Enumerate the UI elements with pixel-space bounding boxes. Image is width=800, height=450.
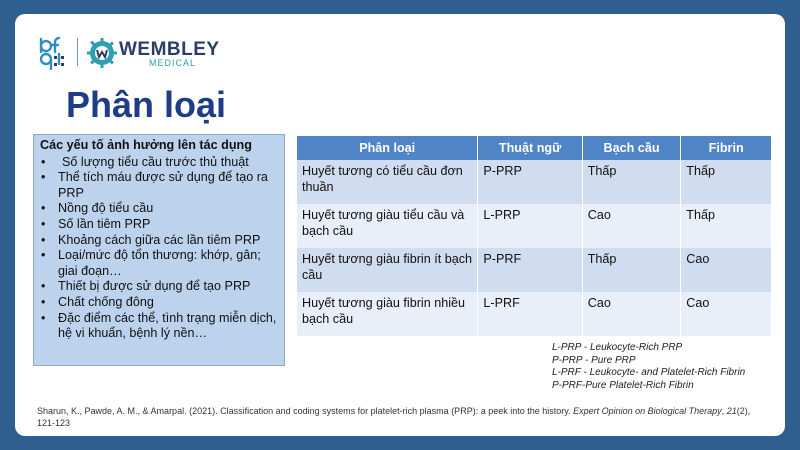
cell-classification: Huyết tương giàu tiểu cầu và bạch cầu [297, 204, 478, 248]
table-row [297, 160, 772, 204]
cell-leukocyte: Thấp [582, 160, 681, 204]
factor-item: • Nồng độ tiểu cầu [40, 201, 278, 217]
cell-leukocyte: Thấp [582, 248, 681, 292]
reference-issue: (2), 121-123 [37, 406, 751, 428]
cell-fibrin: Cao [681, 248, 772, 292]
gear-logo-icon [87, 38, 117, 68]
reference-journal: Expert Opinion on Biological Therapy [573, 406, 722, 416]
factor-item: • Loại/mức độ tổn thương: khớp, gân; giai đoạn… [40, 248, 278, 279]
header-leukocyte: Bạch cầu [582, 136, 681, 160]
wembley-sub: MEDICAL [149, 58, 197, 68]
abbreviation-legend [552, 342, 745, 392]
table-row [297, 204, 772, 248]
table-row [297, 248, 772, 292]
classification-table [297, 136, 772, 336]
factors-box [33, 134, 285, 366]
cell-classification: Huyết tương giàu fibrin nhiều bạch cầu [297, 292, 478, 336]
legend-item: L-PRF - Leukocyte- and Platelet-Rich Fibrin [552, 367, 746, 378]
cell-fibrin: Thấp [681, 204, 772, 248]
header-fibrin: Fibrin [681, 136, 772, 160]
table-row [297, 292, 772, 336]
factor-item: • Thể tích máu được sử dụng để tạo ra PRP [40, 170, 278, 201]
slide [15, 14, 785, 436]
cell-term: P-PRF [478, 248, 582, 292]
factor-item: • Đặc điểm các thể, tình trạng miễn dịch, hệ vi khuẩn, bệnh lý nền… [40, 311, 278, 342]
factors-heading: Các yếu tố ảnh hưởng lên tác dụng [40, 138, 252, 152]
legend-item: P-PRP - Pure PRP [552, 354, 636, 366]
cell-term: L-PRF [478, 292, 582, 336]
factor-item: • Thiết bị được sử dụng để tạo PRP [40, 279, 278, 295]
cell-term: P-PRP [478, 160, 582, 204]
table-header-row [297, 136, 772, 160]
bfg-logo-icon [35, 36, 69, 70]
page-title: Phân loại [66, 84, 227, 125]
cell-fibrin: Thấp [681, 160, 772, 204]
factor-item: • Chất chống đông [40, 295, 278, 311]
factor-item: • Số lượng tiểu cầu trước thủ thuật [40, 155, 278, 171]
reference-text: Sharun, K., Pawde, A. M., & Amarpal. (2021). Classification and coding systems for platelet-rich plasma (PRP): a peek into the history. [37, 406, 574, 416]
cell-fibrin: Cao [681, 292, 772, 336]
factor-item: • Số lần tiêm PRP [40, 217, 278, 233]
reference-sep: , [721, 406, 727, 416]
reference-citation [37, 405, 757, 429]
header-term: Thuật ngữ [478, 136, 582, 160]
legend-item: P-PRF-Pure Platelet-Rich Fibrin [552, 379, 694, 391]
cell-leukocyte: Cao [582, 204, 681, 248]
wembley-name: WEMBLEY [119, 39, 220, 60]
header-classification: Phân loại [297, 136, 478, 160]
cell-leukocyte: Cao [582, 292, 681, 336]
factor-item: • Khoảng cách giữa các lần tiêm PRP [40, 233, 278, 249]
reference-volume: 21 [726, 406, 737, 416]
cell-term: L-PRP [478, 204, 582, 248]
cell-classification: Huyết tương có tiểu cầu đơn thuần [297, 160, 478, 204]
cell-classification: Huyết tương giàu fibrin ít bạch cầu [297, 248, 478, 292]
legend-item: L-PRP - Leukocyte-Rich PRP [552, 342, 683, 353]
factors-list [40, 155, 278, 342]
logo-divider [77, 38, 78, 66]
